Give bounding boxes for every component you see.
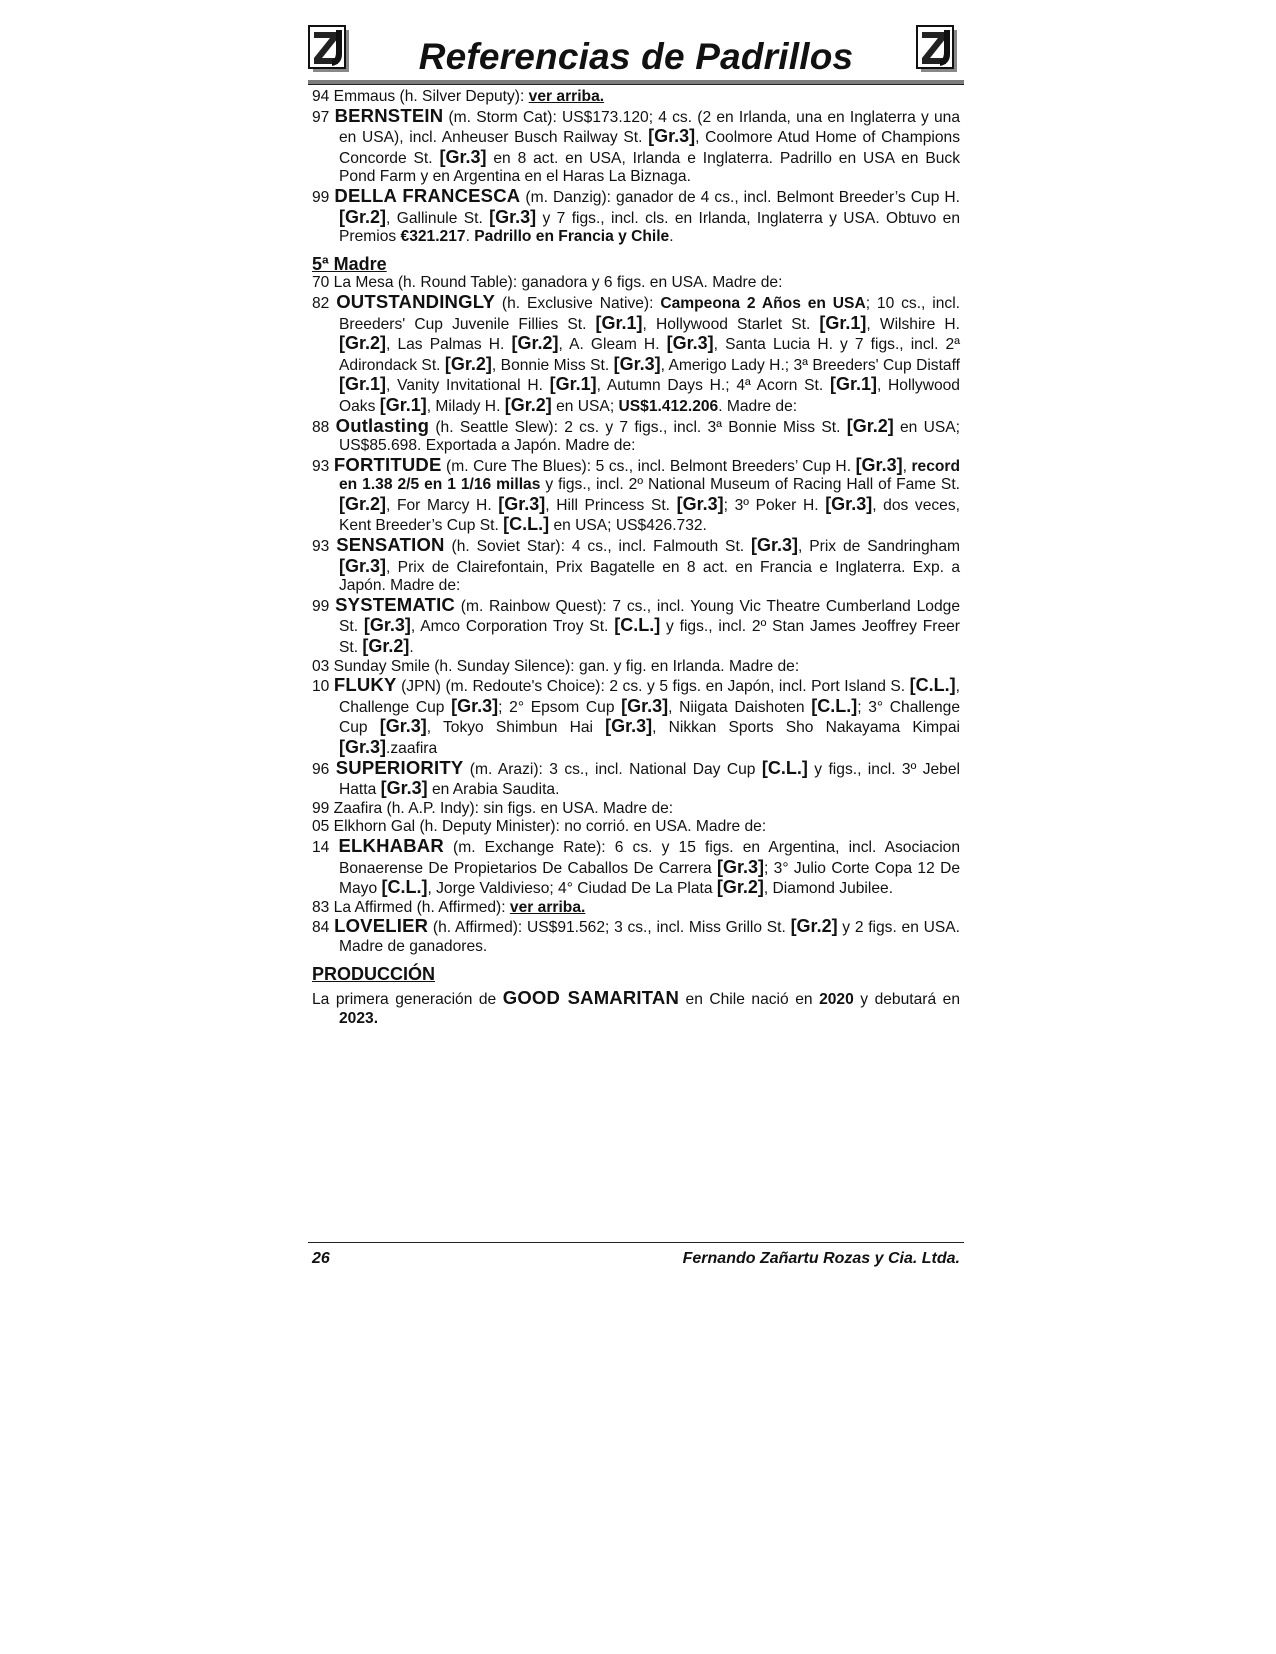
horse-name: ELKHABAR (338, 834, 444, 856)
page-number: 26 (312, 1250, 330, 1267)
pedigree-entry: 82 OUTSTANDINGLY (h. Exclusive Native): Campeona 2 Años en USA; 10 cs., incl. Breeders' Cup Juvenile Fillies St. [Gr.1], Hollywood Starlet St. [Gr.1], Wilshire H. [Gr.2], Las Palmas H. [Gr.2], A. Gleam H. [Gr.3], Santa Lucia H. y 7 figs., incl. 2ª Adirondack St. [Gr.2], Bonnie Miss St. [Gr.3], Amerigo Lady H.; 3ª Breeders' Cup Distaff [Gr.1], Vanity Invitational H. [Gr.1], Autumn Days H.; 4ª Acorn St. [Gr.1], Hollywood Oaks [Gr.1], Milady H. [Gr.2] en USA; US$1.412.206. Madre de: (312, 290, 960, 415)
see-above-link[interactable]: ver arriba. (509, 898, 586, 916)
page-title: Referencias de Padrillos (418, 36, 854, 77)
horse-name: SENSATION (336, 534, 445, 556)
header-divider (308, 80, 964, 85)
pedigree-content (312, 88, 960, 1028)
pedigree-entry: 83 La Affirmed (h. Affirmed): ver arriba. (312, 898, 586, 916)
pedigree-entry: 14 ELKHABAR (m. Exchange Rate): 6 cs. y 15 figs. en Argentina, incl. Asociacion Bonaerense De Propietarios De Caballos De Carrera [Gr.3]; 3° Julio Corte Copa 12 De Mayo [C.L.], Jorge Valdivieso; 4° Ciudad De La Plata [Gr.2], Diamond Jubilee. (312, 834, 961, 898)
pedigree-entry: 96 SUPERIORITY (m. Arazi): 3 cs., incl. National Day Cup [C.L.] y figs., incl. 3º Jebel Hatta [Gr.3] en Arabia Saudita. (312, 756, 960, 799)
horse-name: BERNSTEIN (334, 104, 444, 126)
pedigree-entry: 97 BERNSTEIN (m. Storm Cat): US$173.120; 4 cs. (2 en Irlanda, una en Inglaterra y una en USA), incl. Anheuser Busch Railway St. [Gr.3], Coolmore Atud Home of Champions Concorde St. [Gr.3] en 8 act. en USA, Irlanda e Inglaterra. Padrillo en USA en Buck Pond Farm y en Argentina en el Haras La Biznaga. (312, 104, 960, 186)
horse-name: SUPERIORITY (335, 756, 464, 778)
pedigree-entry: 03 Sunday Smile (h. Sunday Silence): gan. y fig. en Irlanda. Madre de: (312, 657, 800, 675)
section-heading: 5ª Madre (312, 253, 387, 274)
pedigree-entry: 93 SENSATION (h. Soviet Star): 4 cs., incl. Falmouth St. [Gr.3], Prix de Sandringham [Gr.3], Prix de Clairefontain, Prix Bagatelle en 8 act. en Francia e Inglaterra. Exp. a Japón. Madre de: (312, 534, 960, 595)
pedigree-entry: 84 LOVELIER (h. Affirmed): US$91.562; 3 cs., incl. Miss Grillo St. [Gr.2] y 2 figs. en USA. Madre de ganadores. (312, 915, 960, 955)
production-paragraph: La primera generación de GOOD SAMARITAN en Chile nació en 2020 y debutará en 2023. (312, 987, 960, 1027)
horse-name: GOOD SAMARITAN (502, 987, 680, 1009)
pedigree-entry: 10 FLUKY (JPN) (m. Redoute's Choice): 2 cs. y 5 figs. en Japón, incl. Port Island S. [C.L.], Challenge Cup [Gr.3]; 2° Epsom Cup [Gr.3], Niigata Daishoten [C.L.]; 3° Challenge Cup [Gr.3], Tokyo Shimbun Hai [Gr.3], Nikkan Sports Sho Nakayama Kimpai [Gr.3].zaafira (312, 674, 960, 757)
pedigree-entry: 70 La Mesa (h. Round Table): ganadora y 6 figs. en USA. Madre de: (312, 274, 783, 292)
page-header (308, 22, 964, 84)
pedigree-entry: 99 SYSTEMATIC (m. Rainbow Quest): 7 cs., incl. Young Vic Theatre Cumberland Lodge St. [Gr.3], Amco Corporation Troy St. [C.L.] y figs., incl. 2º Stan James Jeoffrey Freer St. [Gr.2]. (312, 593, 960, 657)
footer-divider (308, 1242, 964, 1243)
horse-name: DELLA FRANCESCA (334, 184, 521, 206)
horse-name: FLUKY (333, 674, 397, 696)
horse-name: SYSTEMATIC (335, 593, 455, 615)
pedigree-entry: 99 Zaafira (h. A.P. Indy): sin figs. en USA. Madre de: (312, 799, 674, 817)
company-name: Fernando Zañartu Rozas y Cia. Ltda. (682, 1250, 960, 1267)
horse-name: LOVELIER (334, 915, 429, 937)
pedigree-entry: 88 Outlasting (h. Seattle Slew): 2 cs. y 7 figs., incl. 3ª Bonnie Miss St. [Gr.2] en USA; US$85.698. Exportada a Japón. Madre de: (312, 414, 960, 455)
horse-name: Outlasting (335, 414, 430, 436)
zr-monogram-logo-icon (916, 24, 960, 74)
pedigree-entry: 94 Emmaus (h. Silver Deputy): ver arriba. (312, 88, 605, 105)
pedigree-entry: 05 Elkhorn Gal (h. Deputy Minister): no corrió. en USA. Madre de: (312, 818, 767, 836)
horse-name: OUTSTANDINGLY (336, 290, 496, 312)
section-heading: PRODUCCIÓN (312, 963, 436, 984)
horse-name: FORTITUDE (333, 453, 442, 475)
pedigree-entry: 93 FORTITUDE (m. Cure The Blues): 5 cs., incl. Belmont Breeders’ Cup H. [Gr.3], record en 1.38 2/5 en 1 1/16 millas y figs., incl. 2º National Museum of Racing Hall of Fame St. [Gr.2], For Marcy H. [Gr.3], Hill Princess St. [Gr.3]; 3º Poker H. [Gr.3], dos veces, Kent Breeder’s Cup St. [C.L.] en USA; US$426.732. (312, 453, 960, 535)
see-above-link[interactable]: ver arriba. (528, 88, 605, 105)
pedigree-entry: 99 DELLA FRANCESCA (m. Danzig): ganador de 4 cs., incl. Belmont Breeder’s Cup H. [Gr.2], Gallinule St. [Gr.3] y 7 figs., incl. cls. en Irlanda, Inglaterra y USA. Obtuvo en Premios €321.217. Padrillo en Francia y Chile. (312, 184, 960, 246)
